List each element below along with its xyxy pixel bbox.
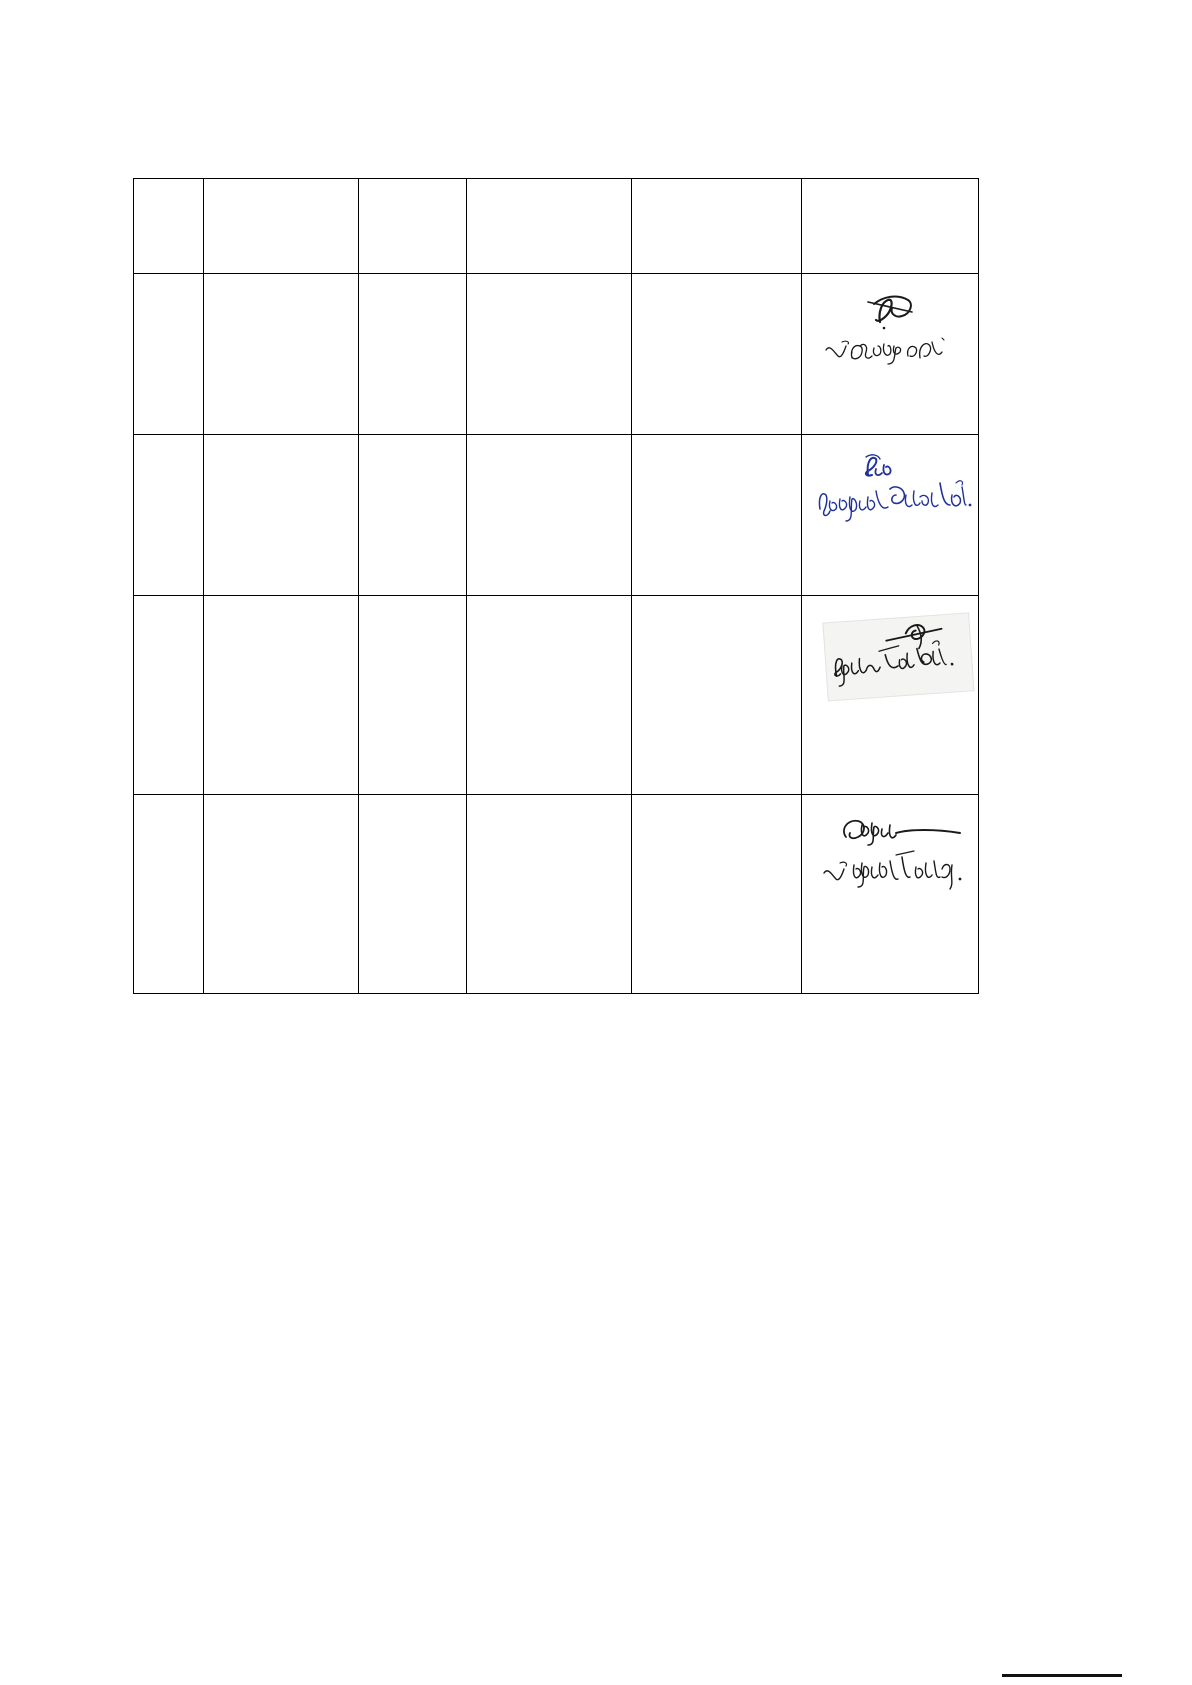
cell-no	[134, 596, 204, 795]
value-name	[210, 439, 352, 440]
value-note	[638, 799, 795, 800]
cell-note	[632, 274, 802, 435]
cell-class	[359, 596, 467, 795]
cell-name	[204, 596, 359, 795]
header-label-signature	[808, 183, 972, 184]
header-cell-role	[467, 179, 632, 274]
cell-note	[632, 435, 802, 596]
value-role	[473, 278, 625, 279]
cell-class	[359, 274, 467, 435]
header-label-name	[210, 183, 352, 184]
header-cell-class	[359, 179, 467, 274]
cell-name	[204, 795, 359, 994]
value-note	[638, 600, 795, 601]
value-class	[365, 278, 460, 279]
cell-role	[467, 596, 632, 795]
cell-no	[134, 274, 204, 435]
value-name	[210, 799, 352, 800]
signature-vu-phuong-anh	[808, 278, 972, 430]
value-name	[210, 600, 352, 601]
table-row	[134, 596, 979, 795]
value-role	[473, 600, 625, 601]
value-role	[473, 799, 625, 800]
header-cell-name	[204, 179, 359, 274]
cell-name	[204, 274, 359, 435]
table-header-row	[134, 179, 979, 274]
signature-table	[133, 178, 979, 994]
cell-no	[134, 435, 204, 596]
value-no	[140, 439, 197, 440]
header-cell-note	[632, 179, 802, 274]
cell-signature	[802, 435, 979, 596]
table-row	[134, 795, 979, 994]
header-label-class	[365, 183, 460, 184]
signature-ink-pham-dac-binh	[812, 610, 982, 720]
cell-signature	[802, 274, 979, 435]
signature-ink-vu-phuong-anh	[816, 288, 981, 368]
cell-note	[632, 795, 802, 994]
header-cell-no	[134, 179, 204, 274]
cell-role	[467, 795, 632, 994]
table-row	[134, 435, 979, 596]
cell-signature	[802, 795, 979, 994]
signature-nguyen-tien-loi	[808, 439, 972, 591]
page-footer-mark	[1002, 1674, 1122, 1677]
value-role	[473, 439, 625, 440]
value-note	[638, 278, 795, 279]
cell-name	[204, 435, 359, 596]
cell-signature	[802, 596, 979, 795]
cell-role	[467, 274, 632, 435]
cell-class	[359, 795, 467, 994]
value-no	[140, 600, 197, 601]
cell-note	[632, 596, 802, 795]
value-name	[210, 278, 352, 279]
cell-role	[467, 435, 632, 596]
cell-no	[134, 795, 204, 994]
signature-ink-vu-quynh-trang	[810, 807, 982, 907]
table-row	[134, 274, 979, 435]
cell-class	[359, 435, 467, 596]
header-cell-signature	[802, 179, 979, 274]
header-label-no	[140, 183, 197, 184]
signature-ink-nguyen-tien-loi	[810, 447, 982, 527]
value-no	[140, 278, 197, 279]
header-label-role	[473, 183, 625, 184]
signature-vu-quynh-trang	[808, 799, 972, 989]
value-no	[140, 799, 197, 800]
value-class	[365, 799, 460, 800]
header-label-note	[638, 183, 795, 184]
value-class	[365, 600, 460, 601]
signature-pham-dac-binh	[808, 600, 972, 790]
value-note	[638, 439, 795, 440]
value-class	[365, 439, 460, 440]
